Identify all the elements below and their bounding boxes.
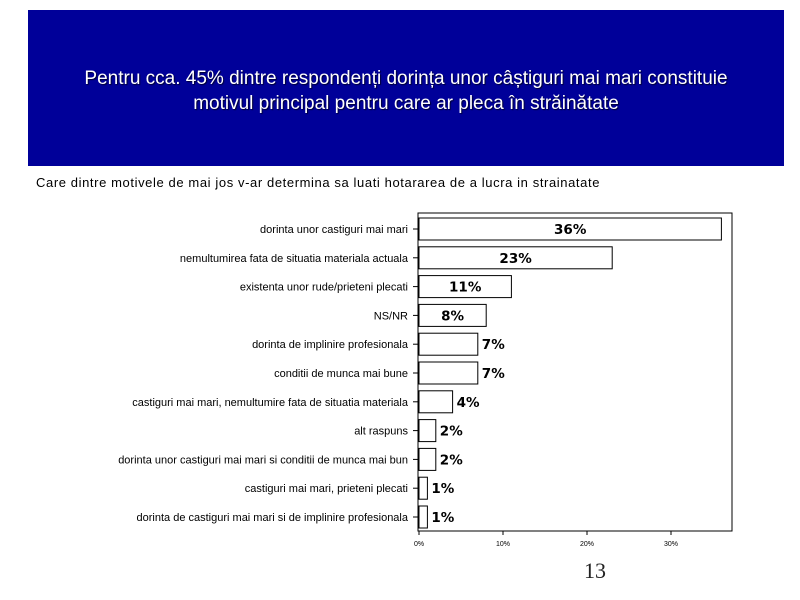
value-label: 11% bbox=[449, 279, 482, 296]
value-label: 4% bbox=[456, 394, 480, 411]
bar bbox=[419, 420, 436, 442]
bar bbox=[419, 448, 436, 470]
value-label: 1% bbox=[431, 481, 455, 498]
bar bbox=[419, 506, 427, 528]
value-label: 2% bbox=[439, 452, 463, 469]
category-label: dorinta de castiguri mai mari si de implinire profesionala bbox=[136, 512, 408, 524]
category-label: nemultumirea fata de situatia materiala actuala bbox=[179, 252, 408, 265]
category-label: conditii de munca mai bune bbox=[274, 368, 408, 380]
category-label: alt raspuns bbox=[354, 425, 408, 438]
x-tick-label: 10% bbox=[495, 541, 511, 548]
category-label: existenta unor rude/prieteni plecati bbox=[239, 281, 408, 294]
value-label: 1% bbox=[431, 510, 455, 526]
bar bbox=[419, 477, 427, 499]
value-label: 7% bbox=[481, 366, 505, 382]
bar bbox=[419, 391, 453, 413]
category-label: dorinta unor castiguri mai mari bbox=[260, 224, 408, 236]
category-label: NS/NR bbox=[373, 310, 408, 323]
chart-question: Care dintre motivele de mai jos v-ar determina sa luati hotararea de a lucra in strainatate bbox=[36, 175, 601, 190]
value-label: 2% bbox=[439, 423, 463, 440]
x-tick-label: 30% bbox=[663, 541, 679, 548]
category-label: castiguri mai mari, prieteni plecati bbox=[244, 483, 408, 496]
value-label: 36% bbox=[554, 222, 587, 238]
value-label: 23% bbox=[499, 250, 532, 267]
bar bbox=[419, 362, 478, 384]
value-label: 8% bbox=[441, 308, 465, 325]
page-number: 13 bbox=[584, 558, 606, 583]
value-label: 7% bbox=[481, 337, 505, 354]
category-label: dorinta unor castiguri mai mari si conditii de munca mai bun bbox=[118, 454, 408, 467]
bar bbox=[419, 333, 478, 355]
category-label: castiguri mai mari, nemultumire fata de situatia materiala bbox=[132, 396, 408, 409]
x-tick-label: 20% bbox=[579, 541, 595, 548]
slide-title: Pentru cca. 45% dintre respondenți dorința unor câștiguri mai mari constituie motivul principal pentru care ar pleca în străinătate bbox=[84, 68, 728, 114]
x-tick-label: 0% bbox=[413, 541, 425, 548]
category-label: dorinta de implinire profesionala bbox=[252, 339, 408, 352]
